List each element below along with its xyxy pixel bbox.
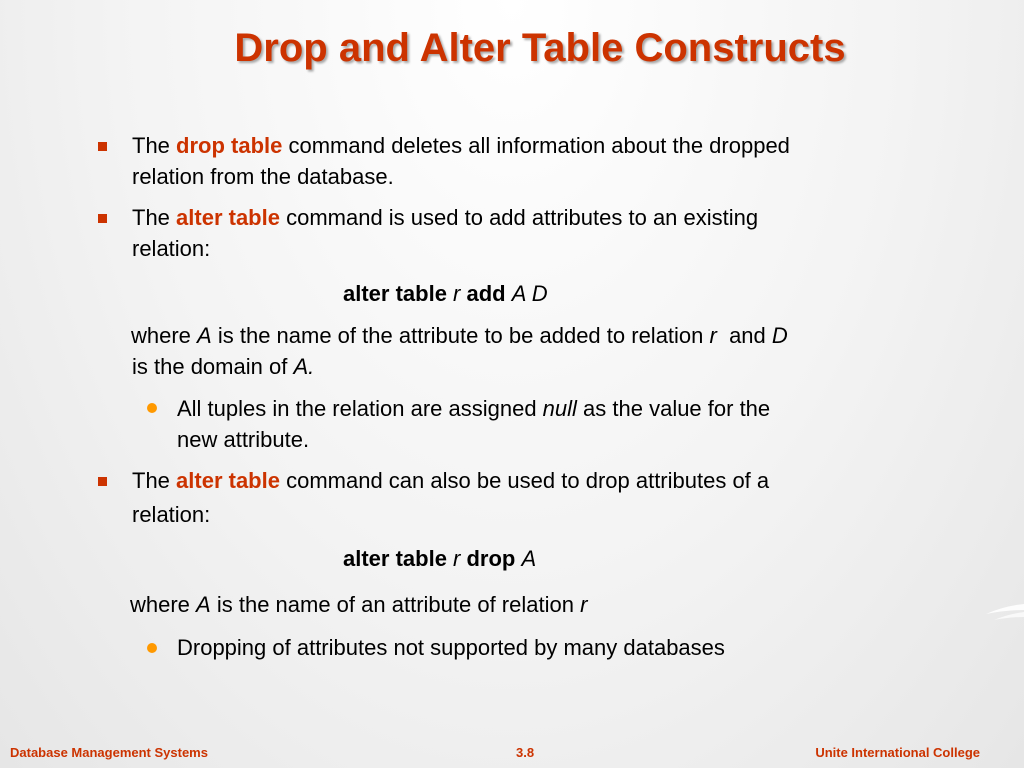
text: is the name of an attribute of relation [210, 592, 581, 617]
bullet-drop-table [132, 130, 790, 161]
syntax-alter-add [343, 278, 548, 309]
bullet-alter-table-add [132, 202, 758, 233]
square-bullet-icon [98, 214, 107, 223]
where-drop-text [130, 589, 587, 620]
text: r [709, 323, 717, 348]
round-bullet-icon [147, 643, 157, 653]
text: r [453, 281, 461, 306]
bullet-alter-table-drop-cont: relation: [132, 502, 211, 527]
text: The [132, 133, 177, 158]
keyword-alter-table: alter table [176, 468, 280, 493]
text: r [453, 546, 461, 571]
sub-bullet-null-cont: new attribute. [177, 427, 310, 452]
round-bullet-icon [147, 403, 157, 413]
text: D [771, 323, 788, 348]
text: null [542, 396, 577, 421]
footer-page-number: 3.8 [516, 745, 535, 760]
footer-course: Database Management Systems [10, 745, 208, 760]
slide-title: Drop and Alter Table Constructs [234, 26, 846, 70]
text: The [132, 205, 177, 230]
text: alter table [343, 281, 454, 306]
text: r [580, 592, 588, 617]
text: is the name of the attribute to be added to relation [211, 323, 710, 348]
text: alter table [343, 546, 454, 571]
text: as the value for the [576, 396, 771, 421]
text: where [131, 323, 198, 348]
text: where [130, 592, 197, 617]
text: A D [511, 281, 548, 306]
text: is the domain of [132, 354, 294, 379]
where-add-text-cont [132, 351, 314, 382]
text: command deletes all information about the dropped [282, 133, 790, 158]
text: A [521, 546, 537, 571]
square-bullet-icon [98, 477, 107, 486]
text: command can also be used to drop attributes of a [279, 468, 770, 493]
text: A. [293, 354, 315, 379]
text: add [460, 281, 512, 306]
text: The [132, 468, 177, 493]
keyword-drop-table: drop table [176, 133, 283, 158]
text: command is used to add attributes to an existing [279, 205, 759, 230]
syntax-alter-drop [343, 543, 536, 574]
sub-bullet-null [177, 393, 770, 424]
text: drop [460, 546, 522, 571]
text: A [197, 323, 212, 348]
decorative-swoosh-icon [984, 598, 1024, 628]
where-add-text [131, 320, 788, 351]
bullet-drop-table-cont: relation from the database. [132, 164, 394, 189]
bullet-alter-table-add-cont: relation: [132, 236, 211, 261]
text: and [716, 323, 772, 348]
bullet-alter-table-drop [132, 465, 769, 496]
text: A [196, 592, 211, 617]
text: All tuples in the relation are assigned [177, 396, 543, 421]
keyword-alter-table: alter table [176, 205, 280, 230]
footer-institution: Unite International College [815, 745, 980, 760]
square-bullet-icon [98, 142, 107, 151]
sub-bullet-dropping: Dropping of attributes not supported by many databases [177, 635, 725, 660]
